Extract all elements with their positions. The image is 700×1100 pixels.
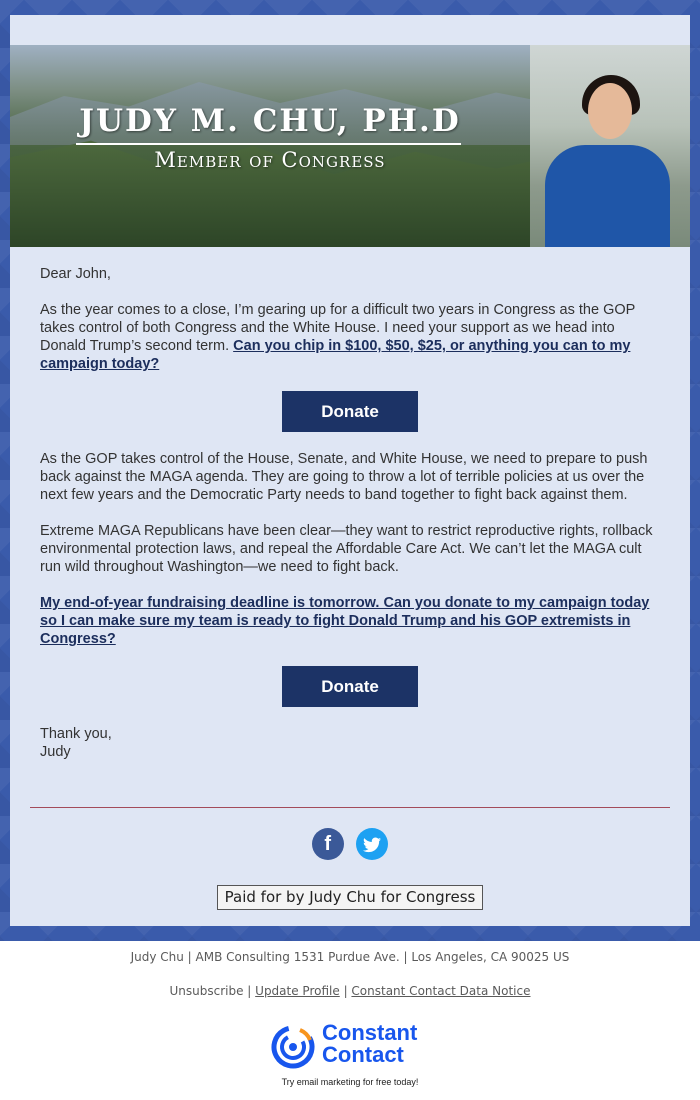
twitter-bird-icon [363, 837, 381, 853]
donate-button[interactable]: Donate [282, 391, 418, 432]
banner-subtitle: Member of Congress [154, 148, 386, 172]
signoff-block [40, 725, 660, 761]
update-profile-link[interactable]: Update Profile [255, 984, 340, 998]
donate-button-2[interactable]: Donate [282, 666, 418, 707]
unsubscribe-link[interactable]: Unsubscribe [169, 984, 244, 998]
signoff: Thank you, [40, 726, 112, 742]
donate-button-row-2 [40, 666, 660, 707]
constant-contact-wordmark [322, 1022, 417, 1066]
data-notice-link[interactable]: Constant Contact Data Notice [351, 984, 531, 998]
portrait-blazer [545, 145, 670, 247]
cc-tagline[interactable]: Try email marketing for free today! [281, 1077, 419, 1087]
banner-title: JUDY M. CHU, PH.D [79, 103, 461, 139]
social-links [10, 828, 690, 860]
brand-line-2: Contact [322, 1042, 404, 1067]
banner-divider [76, 143, 461, 145]
footer-address: Judy Chu | AMB Consulting 1531 Purdue Ave. | Los Angeles, CA 90025 US [130, 950, 570, 964]
donate-button-row-1 [40, 391, 660, 432]
chip-in-link[interactable]: Can you chip in $100, $50, $25, or anything you can to my campaign today? [40, 338, 631, 372]
portrait-face [588, 83, 632, 139]
constant-contact-logo[interactable] [270, 1022, 440, 1070]
greeting: Dear John, [40, 266, 111, 282]
signature: Judy [40, 744, 71, 760]
paragraph-gop: As the GOP takes control of the House, Senate, and White House, we need to prepare to push back against the MAGA agenda. They are going to throw a lot of terrible policies at us over the next few years and the Democratic Party needs to band together to fight back against them. [40, 451, 648, 503]
deadline-link[interactable]: My end-of-year fundraising deadline is tomorrow. Can you donate to my campaign today so I can make sure my team is ready to fight Donald Trump and his GOP extremists in Congress? [40, 595, 650, 647]
facebook-icon[interactable]: f [312, 828, 344, 860]
paragraph-intro-text: As the year comes to a close, I’m gearing up for a difficult two years in Congress as the GOP takes control of both Congress and the White House. I need your support as we head into Donald Trump’s second term. [40, 302, 636, 354]
paid-for-disclaimer: Paid for by Judy Chu for Congress [217, 885, 483, 910]
email-body [40, 265, 660, 761]
footer-separator: | [339, 984, 352, 998]
footer-separator: | [243, 984, 256, 998]
paragraph-deadline [40, 594, 660, 648]
paragraph-maga: Extreme MAGA Republicans have been clear—they want to restrict reproductive rights, rollback environmental protection laws, and repeal the Affordable Care Act. We can’t let the MAGA cult run wild throughout Washington—we need to fight back. [40, 523, 653, 575]
footer-links [0, 984, 700, 998]
brand-line-1: Constant [322, 1020, 418, 1045]
constant-contact-mark-icon [270, 1024, 316, 1070]
email-card [10, 15, 690, 926]
paragraph-intro [40, 301, 660, 373]
section-divider [30, 807, 670, 808]
header-banner [10, 45, 690, 247]
twitter-icon[interactable] [356, 828, 388, 860]
